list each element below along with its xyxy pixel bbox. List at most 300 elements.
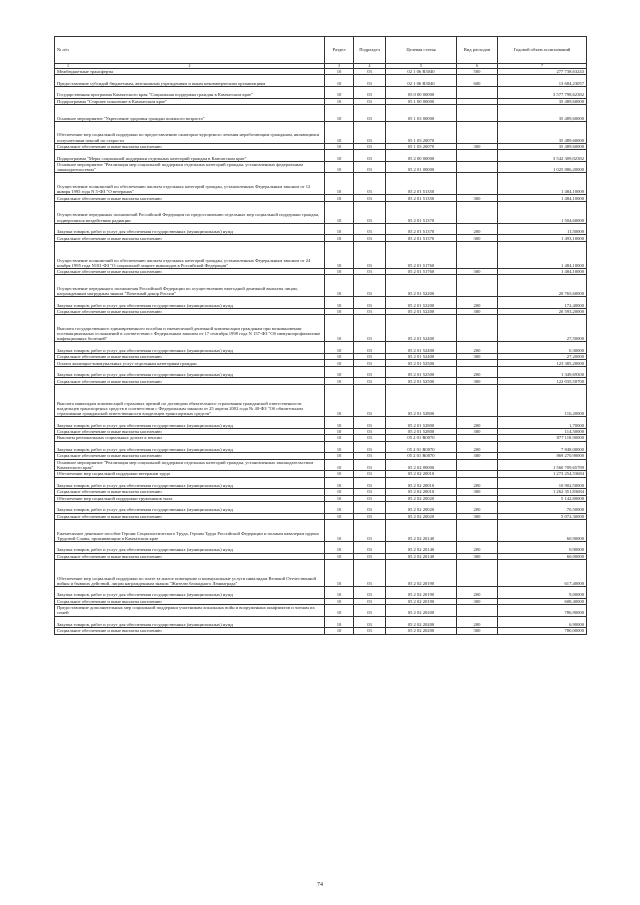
row-sum: 1 025 886,20000 xyxy=(498,161,587,173)
row-razdel: 10 xyxy=(325,559,354,586)
row-razdel: 10 xyxy=(325,495,354,501)
row-vr xyxy=(457,519,498,541)
table-row xyxy=(55,223,587,235)
row-csr: 05 2 01 52200 xyxy=(386,308,457,314)
row-name: Закупка товаров, работ и услуг для обеспечения государственных (муниципальных) нужд xyxy=(55,616,325,628)
row-razdel: 10 xyxy=(325,541,354,553)
row-name: Осуществление переданных полномочий Российской Федерации по предоставлению отдельных мер социальной поддержки граждан, подвергшихся воздействию радиации xyxy=(55,201,325,223)
row-csr: 05 2 02 20190 xyxy=(386,598,457,604)
row-razdel: 10 xyxy=(325,275,354,297)
row-podrazdel: 03 xyxy=(354,495,386,501)
row-vr xyxy=(457,173,498,195)
row-sum: 608,40000 xyxy=(498,598,587,604)
row-csr: 05 2 02 20200 xyxy=(386,616,457,628)
row-razdel: 10 xyxy=(325,297,354,309)
header-name xyxy=(55,37,325,64)
row-podrazdel: 03 xyxy=(354,453,386,459)
row-sum: 3 577 798,62382 xyxy=(498,86,587,98)
row-podrazdel: 03 xyxy=(354,471,386,477)
row-razdel: 10 xyxy=(325,268,354,274)
row-sum: 60,90000 xyxy=(498,519,587,541)
row-razdel: 10 xyxy=(325,241,354,268)
row-podrazdel: 03 xyxy=(354,173,386,195)
row-name: Выплата инвалидам компенсаций страховых премий по договорам обязательного страхования гражданской ответственности владельцев транспортных средств в соответствии с Федеральным законом от 25 апреля 2002 года № 40-ФЗ "Об обязательном страховании гражданской ответственности владельцев транспортных средств" xyxy=(55,384,325,416)
row-csr: 05 2 01 51370 xyxy=(386,201,457,223)
row-name: Социальное обеспечение и иные выплаты населению xyxy=(55,489,325,495)
row-razdel: 10 xyxy=(325,435,354,441)
row-sum: 123 385,20000 xyxy=(498,360,587,366)
row-podrazdel: 03 xyxy=(354,477,386,489)
row-csr: 05 2 02 20020 xyxy=(386,513,457,519)
row-vr: 200 xyxy=(457,541,498,553)
row-razdel: 10 xyxy=(325,360,354,366)
row-csr: 05 2 01 51760 xyxy=(386,241,457,268)
table-row xyxy=(55,477,587,489)
row-name: Закупка товаров, работ и услуг для обеспечения государственных (муниципальных) нужд xyxy=(55,541,325,553)
row-sum: 60,00000 xyxy=(498,553,587,559)
row-razdel: 10 xyxy=(325,173,354,195)
row-podrazdel: 03 xyxy=(354,435,386,441)
row-vr: 200 xyxy=(457,366,498,378)
row-csr: 05 1 03 00000 xyxy=(386,104,457,121)
row-podrazdel: 03 xyxy=(354,489,386,495)
row-podrazdel: 03 xyxy=(354,598,386,604)
table-row xyxy=(55,201,587,223)
row-podrazdel: 03 xyxy=(354,268,386,274)
row-razdel: 10 xyxy=(325,477,354,489)
header-num: № п/п xyxy=(57,47,69,53)
row-name: Ежемесячное денежное пособие Героям Социалистического Труда, Героям Труда Российской Федерации и полным кавалерам ордена Трудовой Славы, проживающим в Камчатском крае xyxy=(55,519,325,541)
row-csr: 05 2 01 52500 xyxy=(386,378,457,384)
row-csr: 05 2 01 52500 xyxy=(386,366,457,378)
column-number-1: 1 xyxy=(67,63,69,68)
header-podrazdel: Подраздел xyxy=(354,37,386,64)
row-name: Межбюджетные трансферты xyxy=(55,69,325,75)
row-name: Государственная программа Камчатского края "Социальная поддержка граждан в Камчатском крае" xyxy=(55,86,325,98)
row-sum: 35 489,60000 xyxy=(498,104,587,121)
row-razdel: 10 xyxy=(325,471,354,477)
row-razdel: 10 xyxy=(325,235,354,241)
row-vr xyxy=(457,275,498,297)
row-csr: 05 2 02 20020 xyxy=(386,495,457,501)
row-razdel: 10 xyxy=(325,195,354,201)
header-sum: Годовой объем ассигнований xyxy=(498,37,587,64)
row-sum: 1 504,60000 xyxy=(498,201,587,223)
row-csr: 05 2 01 52800 xyxy=(386,384,457,416)
row-csr: 05 2 02 20190 xyxy=(386,559,457,586)
row-razdel: 10 xyxy=(325,308,354,314)
row-podrazdel: 03 xyxy=(354,223,386,235)
row-razdel: 10 xyxy=(325,459,354,471)
row-name: Социальное обеспечение и иные выплаты населению xyxy=(55,268,325,274)
row-vr: 300 xyxy=(457,513,498,519)
row-csr: 05 2 01 52500 xyxy=(386,360,457,366)
row-name: Предоставление дополнительных мер социальной поддержки участникам локальных войн и вооруженных конфликтов и членам их семей xyxy=(55,605,325,617)
row-razdel: 10 xyxy=(325,428,354,434)
row-csr: 05 2 02 20200 xyxy=(386,605,457,617)
row-vr: 200 xyxy=(457,297,498,309)
row-podrazdel: 03 xyxy=(354,541,386,553)
row-csr: 05 2 01 52400 xyxy=(386,315,457,342)
table-row xyxy=(55,559,587,586)
row-csr: 02 1 06 R3040 xyxy=(386,75,457,87)
row-sum: 20 765,60000 xyxy=(498,275,587,297)
row-sum: 9,00000 xyxy=(498,587,587,599)
row-csr: 05 2 02 00000 xyxy=(386,459,457,471)
row-csr: 05 2 02 20010 xyxy=(386,471,457,477)
row-name: Социальное обеспечение и иные выплаты населению xyxy=(55,428,325,434)
row-podrazdel: 03 xyxy=(354,587,386,599)
row-podrazdel: 03 xyxy=(354,98,386,104)
row-vr: 500 xyxy=(457,69,498,75)
row-csr: 05 2 01 51350 xyxy=(386,195,457,201)
row-sum: 3 542 309,02382 xyxy=(498,150,587,162)
row-razdel: 10 xyxy=(325,223,354,235)
row-razdel: 10 xyxy=(325,553,354,559)
row-razdel: 10 xyxy=(325,150,354,162)
table-row xyxy=(55,366,587,378)
row-razdel: 10 xyxy=(325,628,354,634)
row-csr: 05 2 01 51350 xyxy=(386,173,457,195)
row-sum: 70,50000 xyxy=(498,501,587,513)
row-vr: 300 xyxy=(457,628,498,634)
table-row xyxy=(55,75,587,87)
table-row xyxy=(55,161,587,173)
row-vr: 300 xyxy=(457,553,498,559)
row-csr: 05 2 02 20010 xyxy=(386,489,457,495)
row-podrazdel: 03 xyxy=(354,143,386,149)
row-name: Предоставление субсидий бюджетным, автономным учреждениям и иным некоммерческим организациям xyxy=(55,75,325,87)
row-razdel: 10 xyxy=(325,161,354,173)
row-csr: 05 2 01 52200 xyxy=(386,275,457,297)
row-sum: 277 738,63243 xyxy=(498,69,587,75)
row-name: Обеспечение мер социальной поддержки ветеранов труда xyxy=(55,471,325,477)
row-csr: 05 2 01 R0070 xyxy=(386,435,457,441)
row-vr: 200 xyxy=(457,342,498,354)
row-name: Закупка товаров, работ и услуг для обеспечения государственных (муниципальных) нужд xyxy=(55,501,325,513)
row-csr: 05 2 02 20190 xyxy=(386,587,457,599)
row-sum: 1 484,10000 xyxy=(498,173,587,195)
row-razdel: 10 xyxy=(325,616,354,628)
row-name: Социальное обеспечение и иные выплаты населению xyxy=(55,195,325,201)
table-row xyxy=(55,315,587,342)
row-vr: 200 xyxy=(457,477,498,489)
row-podrazdel: 03 xyxy=(354,308,386,314)
row-vr: 300 xyxy=(457,428,498,434)
row-podrazdel: 03 xyxy=(354,235,386,241)
row-name: Закупка товаров, работ и услуг для обеспечения государственных (муниципальных) нужд xyxy=(55,366,325,378)
column-number-7: 7 xyxy=(498,64,587,69)
row-sum: 116,20000 xyxy=(498,384,587,416)
row-csr: 05 2 01 52200 xyxy=(386,297,457,309)
row-sum: 172,40000 xyxy=(498,297,587,309)
row-csr: 05 2 00 00000 xyxy=(386,150,457,162)
row-name: Закупка товаров, работ и услуг для обеспечения государственных (муниципальных) нужд xyxy=(55,223,325,235)
row-name: Осуществление полномочий по обеспечению жильем отдельных категорий граждан, установленных Федеральным законом от 24 ноября 1995 года N181-ФЗ "О социальной защите инвалидов в Российской Федерации" xyxy=(55,241,325,268)
row-vr xyxy=(457,161,498,173)
row-name: Социальное обеспечение и иные выплаты населению xyxy=(55,308,325,314)
row-vr: 300 xyxy=(457,143,498,149)
row-podrazdel: 03 xyxy=(354,384,386,416)
row-vr xyxy=(457,150,498,162)
row-vr: 300 xyxy=(457,308,498,314)
row-csr: 05 2 01 R0070 xyxy=(386,441,457,453)
row-razdel: 10 xyxy=(325,143,354,149)
row-sum: 1 560 709,65789 xyxy=(498,459,587,471)
row-podrazdel: 03 xyxy=(354,121,386,143)
row-name: Закупка товаров, работ и услуг для обеспечения государственных (муниципальных) нужд xyxy=(55,342,325,354)
row-vr: 200 xyxy=(457,587,498,599)
row-vr: 200 xyxy=(457,417,498,429)
row-podrazdel: 03 xyxy=(354,360,386,366)
row-sum: 1 484,10000 xyxy=(498,268,587,274)
row-name: Оплата жилищно-коммунальных услуг отдельным категориям граждан xyxy=(55,360,325,366)
row-vr: 200 xyxy=(457,441,498,453)
row-vr: 200 xyxy=(457,223,498,235)
row-podrazdel: 03 xyxy=(354,519,386,541)
column-number-4: 4 xyxy=(354,64,386,69)
row-sum: 13 684,23057 xyxy=(498,75,587,87)
column-number-cell xyxy=(55,64,325,69)
table-row xyxy=(55,628,587,634)
row-sum: 1 484,10000 xyxy=(498,195,587,201)
row-sum: 1,70000 xyxy=(498,417,587,429)
column-number-2: 2 xyxy=(188,63,191,68)
row-name: Обеспечение мер социальной поддержки по плате за жилое помещение и коммунальные услуги инвалидам Великой Отечественной войны и бывших действий, лицам награжденным знаком "Жителю блокадного Ленинграда" xyxy=(55,559,325,586)
row-razdel: 10 xyxy=(325,98,354,104)
row-podrazdel: 03 xyxy=(354,628,386,634)
row-razdel: 10 xyxy=(325,489,354,495)
row-razdel: 10 xyxy=(325,587,354,599)
row-podrazdel: 03 xyxy=(354,553,386,559)
row-name: Закупка товаров, работ и услуг для обеспечения государственных (муниципальных) нужд xyxy=(55,417,325,429)
table-row xyxy=(55,150,587,162)
row-vr xyxy=(457,315,498,342)
table-row xyxy=(55,241,587,268)
row-vr: 300 xyxy=(457,453,498,459)
table-row xyxy=(55,121,587,143)
table-row xyxy=(55,501,587,513)
table-row xyxy=(55,297,587,309)
row-podrazdel: 03 xyxy=(354,559,386,586)
row-sum: 780,00000 xyxy=(498,628,587,634)
row-razdel: 10 xyxy=(325,366,354,378)
row-name: Закупка товаров, работ и услуг для обеспечения государственных (муниципальных) нужд xyxy=(55,297,325,309)
row-sum: 35 489,60000 xyxy=(498,98,587,104)
row-sum: 0,90000 xyxy=(498,541,587,553)
table-row xyxy=(55,275,587,297)
row-podrazdel: 03 xyxy=(354,275,386,297)
table-row xyxy=(55,173,587,195)
row-sum: 5 142,80000 xyxy=(498,495,587,501)
row-csr: 05 2 02 20200 xyxy=(386,628,457,634)
row-csr: 05 2 02 20020 xyxy=(386,501,457,513)
row-podrazdel: 03 xyxy=(354,378,386,384)
row-csr: 05 2 01 52800 xyxy=(386,428,457,434)
row-vr: 300 xyxy=(457,195,498,201)
row-csr: 05 2 02 20140 xyxy=(386,553,457,559)
row-sum: 869 270,90000 xyxy=(498,453,587,459)
row-name: Обеспечение мер социальной поддержки по предоставлению санаторно-курортного лечения неработающим гражданам, являющимся получателями пенсий по старости xyxy=(55,121,325,143)
row-sum: 6,90000 xyxy=(498,616,587,628)
row-razdel: 10 xyxy=(325,441,354,453)
page-number: 74 xyxy=(317,882,323,888)
row-name: Осуществление переданного полномочия Российской Федерации по осуществлению ежегодной денежной выплаты лицам, награжденным нагрудным знаком "Почетный донор России" xyxy=(55,275,325,297)
row-vr xyxy=(457,459,498,471)
row-csr: 05 2 01 51370 xyxy=(386,223,457,235)
row-vr xyxy=(457,201,498,223)
row-vr: 300 xyxy=(457,489,498,495)
row-name: Подпрограмма "Меры социальной поддержки отдельных категорий граждан в Камчатском крае" xyxy=(55,150,325,162)
row-sum: 11,50000 xyxy=(498,223,587,235)
row-podrazdel: 03 xyxy=(354,605,386,617)
row-sum: 35 489,60000 xyxy=(498,143,587,149)
row-name: Социальное обеспечение и иные выплаты населению xyxy=(55,354,325,360)
table-row xyxy=(55,104,587,121)
row-sum: 5 072,30000 xyxy=(498,513,587,519)
header-vr: Вид расходов xyxy=(457,37,498,64)
row-vr: 300 xyxy=(457,378,498,384)
row-sum: 877 118,90000 xyxy=(498,435,587,441)
row-sum: 1 262 351,83684 xyxy=(498,489,587,495)
column-number-3: 3 xyxy=(325,64,354,69)
row-razdel: 10 xyxy=(325,513,354,519)
row-razdel: 10 xyxy=(325,104,354,121)
row-csr: 05 0 00 00000 xyxy=(386,86,457,98)
row-sum: 10 902,50000 xyxy=(498,477,587,489)
row-sum: 786,90000 xyxy=(498,605,587,617)
row-vr xyxy=(457,241,498,268)
column-number-6: 6 xyxy=(457,64,498,69)
row-name: Социальное обеспечение и иные выплаты населению xyxy=(55,598,325,604)
row-sum: 1 484,10000 xyxy=(498,241,587,268)
row-podrazdel: 03 xyxy=(354,104,386,121)
row-name: Выплата государственного единовременного пособия и ежемесячной денежной компенсации гражданам при возникновении поствакцинальных осложнений в соответствии с Федеральным законом от 17 сентября 1998 года N 157-ФЗ "Об иммунопрофилактике инфекционных болезней" xyxy=(55,315,325,342)
row-csr: 05 1 00 00000 xyxy=(386,98,457,104)
row-name: Выплаты регионалъных социальных доплат к пенсии xyxy=(55,435,325,441)
row-razdel: 10 xyxy=(325,519,354,541)
row-name: Осуществление полномочий по обеспечению жильем отдельных категорий граждан, установленных Федеральным законом от 12 января 1995 года N 5-ФЗ "О ветеранах" xyxy=(55,173,325,195)
header-razdel: Раздел xyxy=(325,37,354,64)
table-row xyxy=(55,519,587,541)
row-podrazdel: 03 xyxy=(354,513,386,519)
table-row xyxy=(55,541,587,553)
row-sum: 0,30000 xyxy=(498,342,587,354)
table-row xyxy=(55,86,587,98)
row-vr xyxy=(457,104,498,121)
row-podrazdel: 03 xyxy=(354,315,386,342)
budget-table xyxy=(54,36,587,635)
row-podrazdel: 03 xyxy=(354,75,386,87)
row-name: Закупка товаров, работ и услуг для обеспечения государственных (муниципальных) нужд xyxy=(55,441,325,453)
row-sum: 7 848,00000 xyxy=(498,441,587,453)
row-razdel: 10 xyxy=(325,86,354,98)
row-vr: 200 xyxy=(457,501,498,513)
row-sum: 617,40000 xyxy=(498,559,587,586)
row-csr: 05 2 01 R0070 xyxy=(386,453,457,459)
row-razdel: 10 xyxy=(325,417,354,429)
row-vr: 300 xyxy=(457,354,498,360)
row-razdel: 10 xyxy=(325,121,354,143)
row-podrazdel: 03 xyxy=(354,241,386,268)
row-razdel: 10 xyxy=(325,605,354,617)
row-vr: 300 xyxy=(457,235,498,241)
row-vr: 200 xyxy=(457,616,498,628)
row-razdel: 10 xyxy=(325,315,354,342)
row-podrazdel: 03 xyxy=(354,86,386,98)
row-razdel: 10 xyxy=(325,378,354,384)
row-sum: 20 593,20000 xyxy=(498,308,587,314)
row-name: Закупка товаров, работ и услуг для обеспечения государственных (муниципальных) нужд xyxy=(55,587,325,599)
table-row xyxy=(55,342,587,354)
row-razdel: 10 xyxy=(325,201,354,223)
row-sum: 114,50000 xyxy=(498,428,587,434)
row-sum: 1 273 254,53684 xyxy=(498,471,587,477)
row-podrazdel: 03 xyxy=(354,441,386,453)
row-sum: 35 489,60000 xyxy=(498,121,587,143)
row-podrazdel: 03 xyxy=(354,428,386,434)
row-vr xyxy=(457,121,498,143)
row-vr xyxy=(457,384,498,416)
row-podrazdel: 03 xyxy=(354,161,386,173)
row-name: Подпрограмма "Старшее поколение в Камчатском крае" xyxy=(55,98,325,104)
row-razdel: 10 xyxy=(325,69,354,75)
table-row xyxy=(55,384,587,416)
row-razdel: 10 xyxy=(325,354,354,360)
row-name: Закупка товаров, работ и услуг для обеспечения государственных (муниципальных) нужд xyxy=(55,477,325,489)
row-vr: 600 xyxy=(457,75,498,87)
row-vr: 300 xyxy=(457,598,498,604)
row-csr: 05 2 02 20140 xyxy=(386,519,457,541)
row-podrazdel: 03 xyxy=(354,354,386,360)
row-podrazdel: 03 xyxy=(354,150,386,162)
row-razdel: 10 xyxy=(325,384,354,416)
row-podrazdel: 03 xyxy=(354,417,386,429)
row-csr: 05 1 03 20070 xyxy=(386,121,457,143)
table-row xyxy=(55,459,587,471)
row-podrazdel: 03 xyxy=(354,297,386,309)
row-podrazdel: 03 xyxy=(354,501,386,513)
row-name: Социальное обеспечение и иные выплаты населению xyxy=(55,378,325,384)
row-csr: 05 2 02 20010 xyxy=(386,477,457,489)
row-podrazdel: 03 xyxy=(354,616,386,628)
row-vr: 300 xyxy=(457,268,498,274)
row-vr xyxy=(457,559,498,586)
row-razdel: 10 xyxy=(325,342,354,354)
row-name: Социальное обеспечение и иные выплаты населению xyxy=(55,553,325,559)
row-name: Социальное обеспечение и иные выплаты населению xyxy=(55,143,325,149)
row-podrazdel: 03 xyxy=(354,195,386,201)
table-header-row xyxy=(55,37,587,64)
row-csr: 05 2 01 52400 xyxy=(386,342,457,354)
row-name: Основное мероприятие "Укрепление здоровья граждан пожилого возраста" xyxy=(55,104,325,121)
row-name: Социальное обеспечение и иные выплаты населению xyxy=(55,513,325,519)
row-vr xyxy=(457,86,498,98)
row-sum: 1 349,69300 xyxy=(498,366,587,378)
row-csr: 05 2 01 51370 xyxy=(386,235,457,241)
table-row xyxy=(55,605,587,617)
header-csr: Целевая статья xyxy=(386,37,457,64)
table-row xyxy=(55,417,587,429)
row-csr: 05 2 02 20140 xyxy=(386,541,457,553)
row-name: Основное мероприятие "Реализация мер социальной поддержки отдельных категорий граждан, установленных федеральным законодательством" xyxy=(55,161,325,173)
row-podrazdel: 03 xyxy=(354,201,386,223)
column-number-5: 5 xyxy=(386,64,457,69)
row-name: Обеспечение мер социальной поддержки тружеников тыла xyxy=(55,495,325,501)
table-body xyxy=(55,69,587,635)
row-podrazdel: 03 xyxy=(354,366,386,378)
row-razdel: 10 xyxy=(325,453,354,459)
